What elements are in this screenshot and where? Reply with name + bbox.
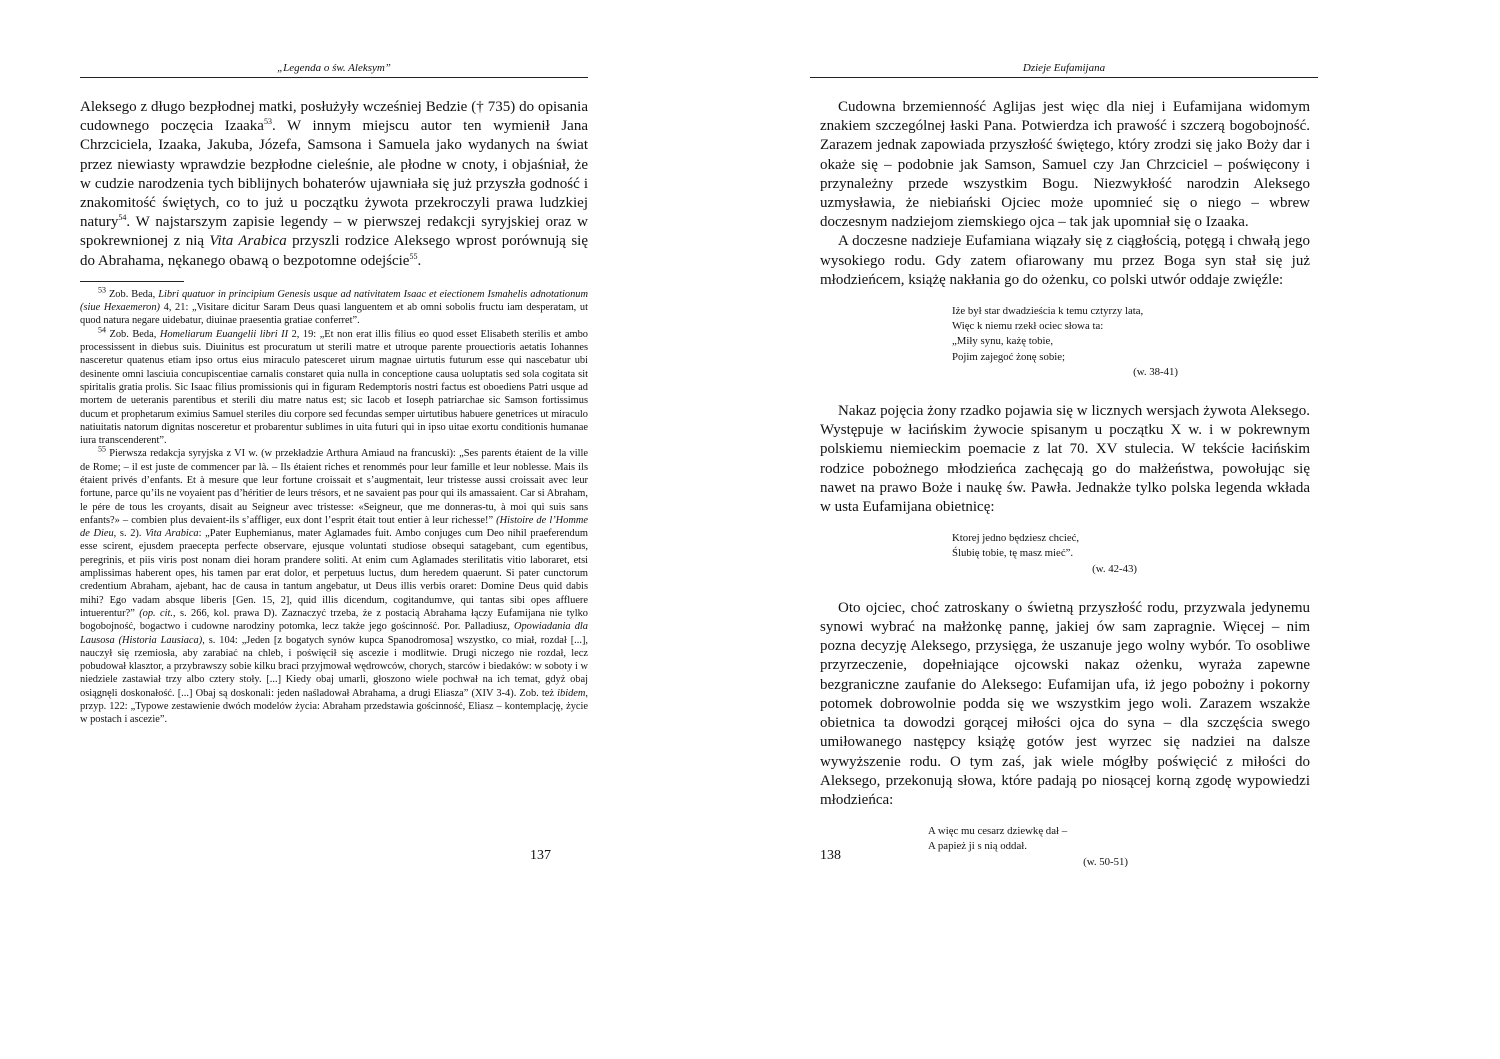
text-run: Aleksego z długo bezpłodnej matki, posłużyły wcześniej Bedzie († 735) do opisania cudownego poczęcia Izaaka [80, 99, 588, 135]
right-paragraph-3: Nakaz pojęcia żony rzadko pojawia się w licznych wersjach żywota Aleksego. Występuje w łacińskim żywocie spisanym u początku X w. i w pokrewnym polskiemu niemieckim poemacie z lat 70. XV stulecia. W tekście łacińskim rodzice pobożnego młodzieńca zachęcają go do małżeństwa, powołując się nawet na prawo Boże i naukę św. Pawła. Jednakże tylko polska legenda wkłada w usta Eufamijana obietnicę: [820, 403, 1310, 516]
page-number-left: 137 [530, 848, 551, 863]
footnote-number: 55 [98, 444, 106, 454]
verse-reference: (w. 50-51) [1083, 855, 1128, 868]
left-paragraph [80, 98, 588, 271]
text-run: , s. 266, kol. prawa D). Zaznaczyć trzeba, że z postacią Abrahama łączy Eufamijana nie tylko bogobojność, bogactwo i cudowne narodziny potomka, lecz także jego gościnność. Por. Palladiusz, [80, 607, 588, 633]
verse-line: Więc k niemu rzekł ociec słowa ta: [952, 320, 1104, 333]
text-run: . W innym miejscu autor ten wymienił Jana Chrzciciela, Izaaka, Jakuba, Józefa, Samsona i Samuela jako wydanych na świat przez niewiasty wprawdzie bezpłodne cieleśnie, ale płodne w cnoty, i objaśniał, że w cudzie narodzenia tych biblijnych bohaterów ujawniała się już przyszła godność i znakomitość świętych, co to już u początku żywota przekroczyli prawa ludzkiej natury [80, 118, 588, 231]
italic-title: Opowiadania dla Lausosa (Historia Lausiaca) [80, 621, 588, 646]
text-run: , przyp. 122: „Typowe zestawienie dwóch modelów życia: Abraham przedstawia gościnność, Eliasz – kontemplację, życie w postach i ascezie”. [80, 687, 588, 726]
text-run: 2, 19: „Et non erat illis filius eo quod esset Elisabeth sterilis et ambo processissent in diebus suis. Diuinitus est procuratum ut sterili matre et utroque parente prouectioris aetatis Iohannes nasceretur quatenus etiam ipso ortus eius miraculo patesceret uirum magnae uirtutis futurum esse qui nascebatur ubi desinente omni lasciuia concupiscentiae carnalis constaret quia nulla in conceptione causa uoluptatis sed sola cogitata sit spiritalis gratia prolis. Sic Isaac filius promissionis qui in figuram Redemptoris nostri factus est oboediens Patri usque ad mortem de ueteranis parentibus et sterili diu matre natus est; sic Iacob et Ioseph patriarchae sic Samson fortissimus ducum et prophetarum eximius Samuel steriles diu corpore sed fecundas semper uirtutibus habuere genetrices ut miraculo natiuitatis natorum dignitas nosceretur et probarentur sublimes in uita futuri qui in ipso uitae exortu conditionis humanae iura transcenderent”. [80, 328, 588, 447]
verse-reference: (w. 42-43) [1092, 562, 1137, 575]
text-run: : „Pater Euphemianus, mater Aglamades fuit. Ambo conjuges cum Deo nihil praeferendum esse scirent, ejusdem praecepta perfecte observare, ejusque voluntati studiose obsequi satagebant, cum egentibus, peregrinis, et piis viris post nonam diei horam prandere soliti. At enim cum Aglamades sterilitatis vitio laboraret, etsi amplissimas haberent opes, his tamen par erat dolor, et perpetuus luctus, dum heredem quaerunt. Si pater cunctorum credentium Abraham, ajebant, hac de causa in tantum angebatur, ut Deus illis verbis oraret: Domine Deus quid dabis mihi? Ego vadam absque liberis [Gen. 15, 2], quid illis dicendum, cogitandumve, qui tantas sibi opes affluere intuerentur?” [80, 528, 588, 619]
text-run: . [417, 252, 422, 269]
footnote-ref-53[interactable]: 53 [263, 117, 272, 127]
text-run: , s. 104: „Jeden [z bogatych synów kupca Spanodromosa] wszystko, co miał, rozdał [...], nauczył się rzemiosła, aby zarabiać na chleb, i poświęcił się ascezie i modlitwie. Drugi niczego nie rozdał, lecz pobudował klasztor, a przybrawszy sobie kilku braci przyjmował wędrowców, chorych, starców i biedaków: w soboty i w niedziele zastawiał trzy albo cztery stoły. [...] Kiedy obaj umarli, głoszono wiele pochwał na ich temat, gdyż obaj osiągnęli doskonałość. [...] Obaj są doskonali: jeden naśladował Abrahama, a drugi Eliasza” (XIV 3-4). Zob. też [80, 634, 588, 699]
footnote-53 [80, 285, 588, 328]
italic-title: Vita Arabica [209, 233, 287, 250]
page-number-right: 138 [820, 848, 841, 863]
verse-quote-1 [952, 304, 1178, 380]
right-paragraph-1: Cudowna brzemienność Aglijas jest więc dla niej i Eufamijana widomym znakiem szczególnej łaski Pana. Potwierdza ich prawość i szczerą bogobojność. Zarazem jednak zapowiada przyszłość świętego, który zrodzi się jako Boży dar i okaże się – podobnie jak Samson, Samuel czy Jan Chrzciciel – poświęcony i przynależny przede wszystkim Bogu. Niezwykłość narodzin Aleksego uzmysławia, że niebiański Ojciec może upomnieć się o niego – wbrew doczesnym nadziejom ziemskiego ojca – tak jak upomniał się o Izaaka. [820, 99, 1310, 231]
footnote-number: 54 [98, 325, 106, 335]
italic-title: (op. cit. [139, 607, 174, 619]
footnote-number: 53 [98, 285, 106, 295]
text-run: Pierwsza redakcja syryjska z VI w. (w przekładzie Arthura Amiaud na francuski): „Ses parents étaient de la ville de Rome; – il est juste de commencer par là. – Ils étaient riches et renommés pour leur famille et leur noblesse. Mais ils étaient privés d’enfants. Et à mesure que leur fortune croissait et s’augmentait, leur tristesse aussi croissait avec leur fortune, parce qu’ils ne voyaient pas d’héritier de leurs trésors, et ne savaient pas pour qui ils amassaient. Car si Abraham, le pére de tous les croyants, disait au Seigneur avec tristesse: «Seigneur, que me donneras-tu, à moi qui suis sans enfants?» – combien plus devaient-ils s’affliger, eux dont l’esprit était tout entier à leur richesse!” [80, 448, 588, 526]
verse-line: Ktorej jedno będziesz chcieć, [952, 532, 1080, 545]
verse-line: Iże był star dwadzieścia k temu cztyrzy lata, [952, 305, 1144, 318]
text-run: . W najstarszym zapisie legendy – w pierwszej redakcji syryjskiej oraz w spokrewnionej z nią [80, 214, 588, 250]
text-run: , s. 2). [113, 528, 146, 540]
text-run: Zob. Beda, [106, 328, 160, 340]
verse-line: Pojim zajegoć żonę sobie; [952, 350, 1066, 363]
page-138 [750, 0, 1500, 1059]
footnote-ref-54[interactable]: 54 [118, 213, 127, 223]
running-header-right: Dzieje Eufamijana [810, 62, 1318, 78]
verse-line: A papież ji s nią oddał. [928, 840, 1027, 853]
verse-line: Ślubię tobie, tę masz mieć”. [952, 547, 1074, 560]
text-run: przyszli rodzice Aleksego wprost porównują się do Abrahama, nękanego obawą o bezpotomne odejście [80, 233, 588, 269]
italic-title: Vita Arabica [145, 528, 199, 540]
footnote-ref-55[interactable]: 55 [409, 251, 418, 261]
italic-title: ibidem [557, 687, 586, 699]
verse-line: A więc mu cesarz dziewkę dał – [928, 825, 1068, 838]
italic-title: (Histoire de l’Homme de Dieu [80, 514, 588, 540]
right-page-body [820, 98, 1310, 892]
footnote-54 [80, 325, 588, 448]
verse-quote-3 [928, 824, 1128, 870]
verse-quote-2 [952, 531, 1137, 577]
text-run: 4, 21: „Visitare dicitur Saram Deus quasi languentem et ab omni sobolis fructu iam desperatam, ut quod natura negare uidebatur, diuinae praesentia gratiae conferret”. [80, 302, 588, 327]
verse-reference: (w. 38-41) [1133, 365, 1178, 378]
italic-title: Homeliarum Euangelii libri II [159, 328, 289, 340]
footnote-separator [80, 281, 184, 282]
right-paragraph-2: A doczesne nadzieje Eufamiana wiązały się z ciągłością, potęgą i chwałą jego wysokiego rodu. Gdy zatem ofiarowany mu przez Boga syn stał się już młodzieńcem, książę nakłania go do ożenku, co polski utwór oddaje zwięźle: [820, 233, 1310, 288]
text-run: Zob. Beda, [106, 288, 159, 300]
right-paragraph-4: Oto ojciec, choć zatroskany o świetną przyszłość rodu, przyzwala jedynemu synowi wybrać na małżonkę pannę, jakiej ów sam zapragnie. Więcej – nim pozna decyzję Aleksego, przysięga, że uszanuje jego wolny wybór. To osobliwe przyrzeczenie, dopełniające ojcowski nakaz ożenku, wyraża zapewne bezgraniczne zaufanie do Aleksego: Eufamijan ufa, iż jego pobożny i pokorny potomek dobrowolnie podda się we wszystkim jego woli. Zarazem wszakże obietnica ta dowodzi gorącej miłości ojca do syna – dla szczęścia swego umiłowanego następcy książę gotów jest wyrzec się nadziei na dalsze wywyższenie rodu. O tym zaś, jak wiele mógłby poświęcić z miłości do Aleksego, przekonują słowa, które padają po niosącej korną zgodę wypowiedzi młodzieńca: [820, 599, 1310, 808]
left-page-body [80, 98, 588, 727]
footnote-55 [80, 444, 588, 726]
italic-title: Libri quatuor in principium Genesis usque ad nativitatem Isaac et eiectionem Ismahelis adnotationum (siue Hexaemeron) [80, 288, 588, 314]
verse-line: „Miły synu, każę tobie, [952, 335, 1054, 348]
running-header-left: „Legenda o św. Aleksym” [80, 62, 588, 78]
